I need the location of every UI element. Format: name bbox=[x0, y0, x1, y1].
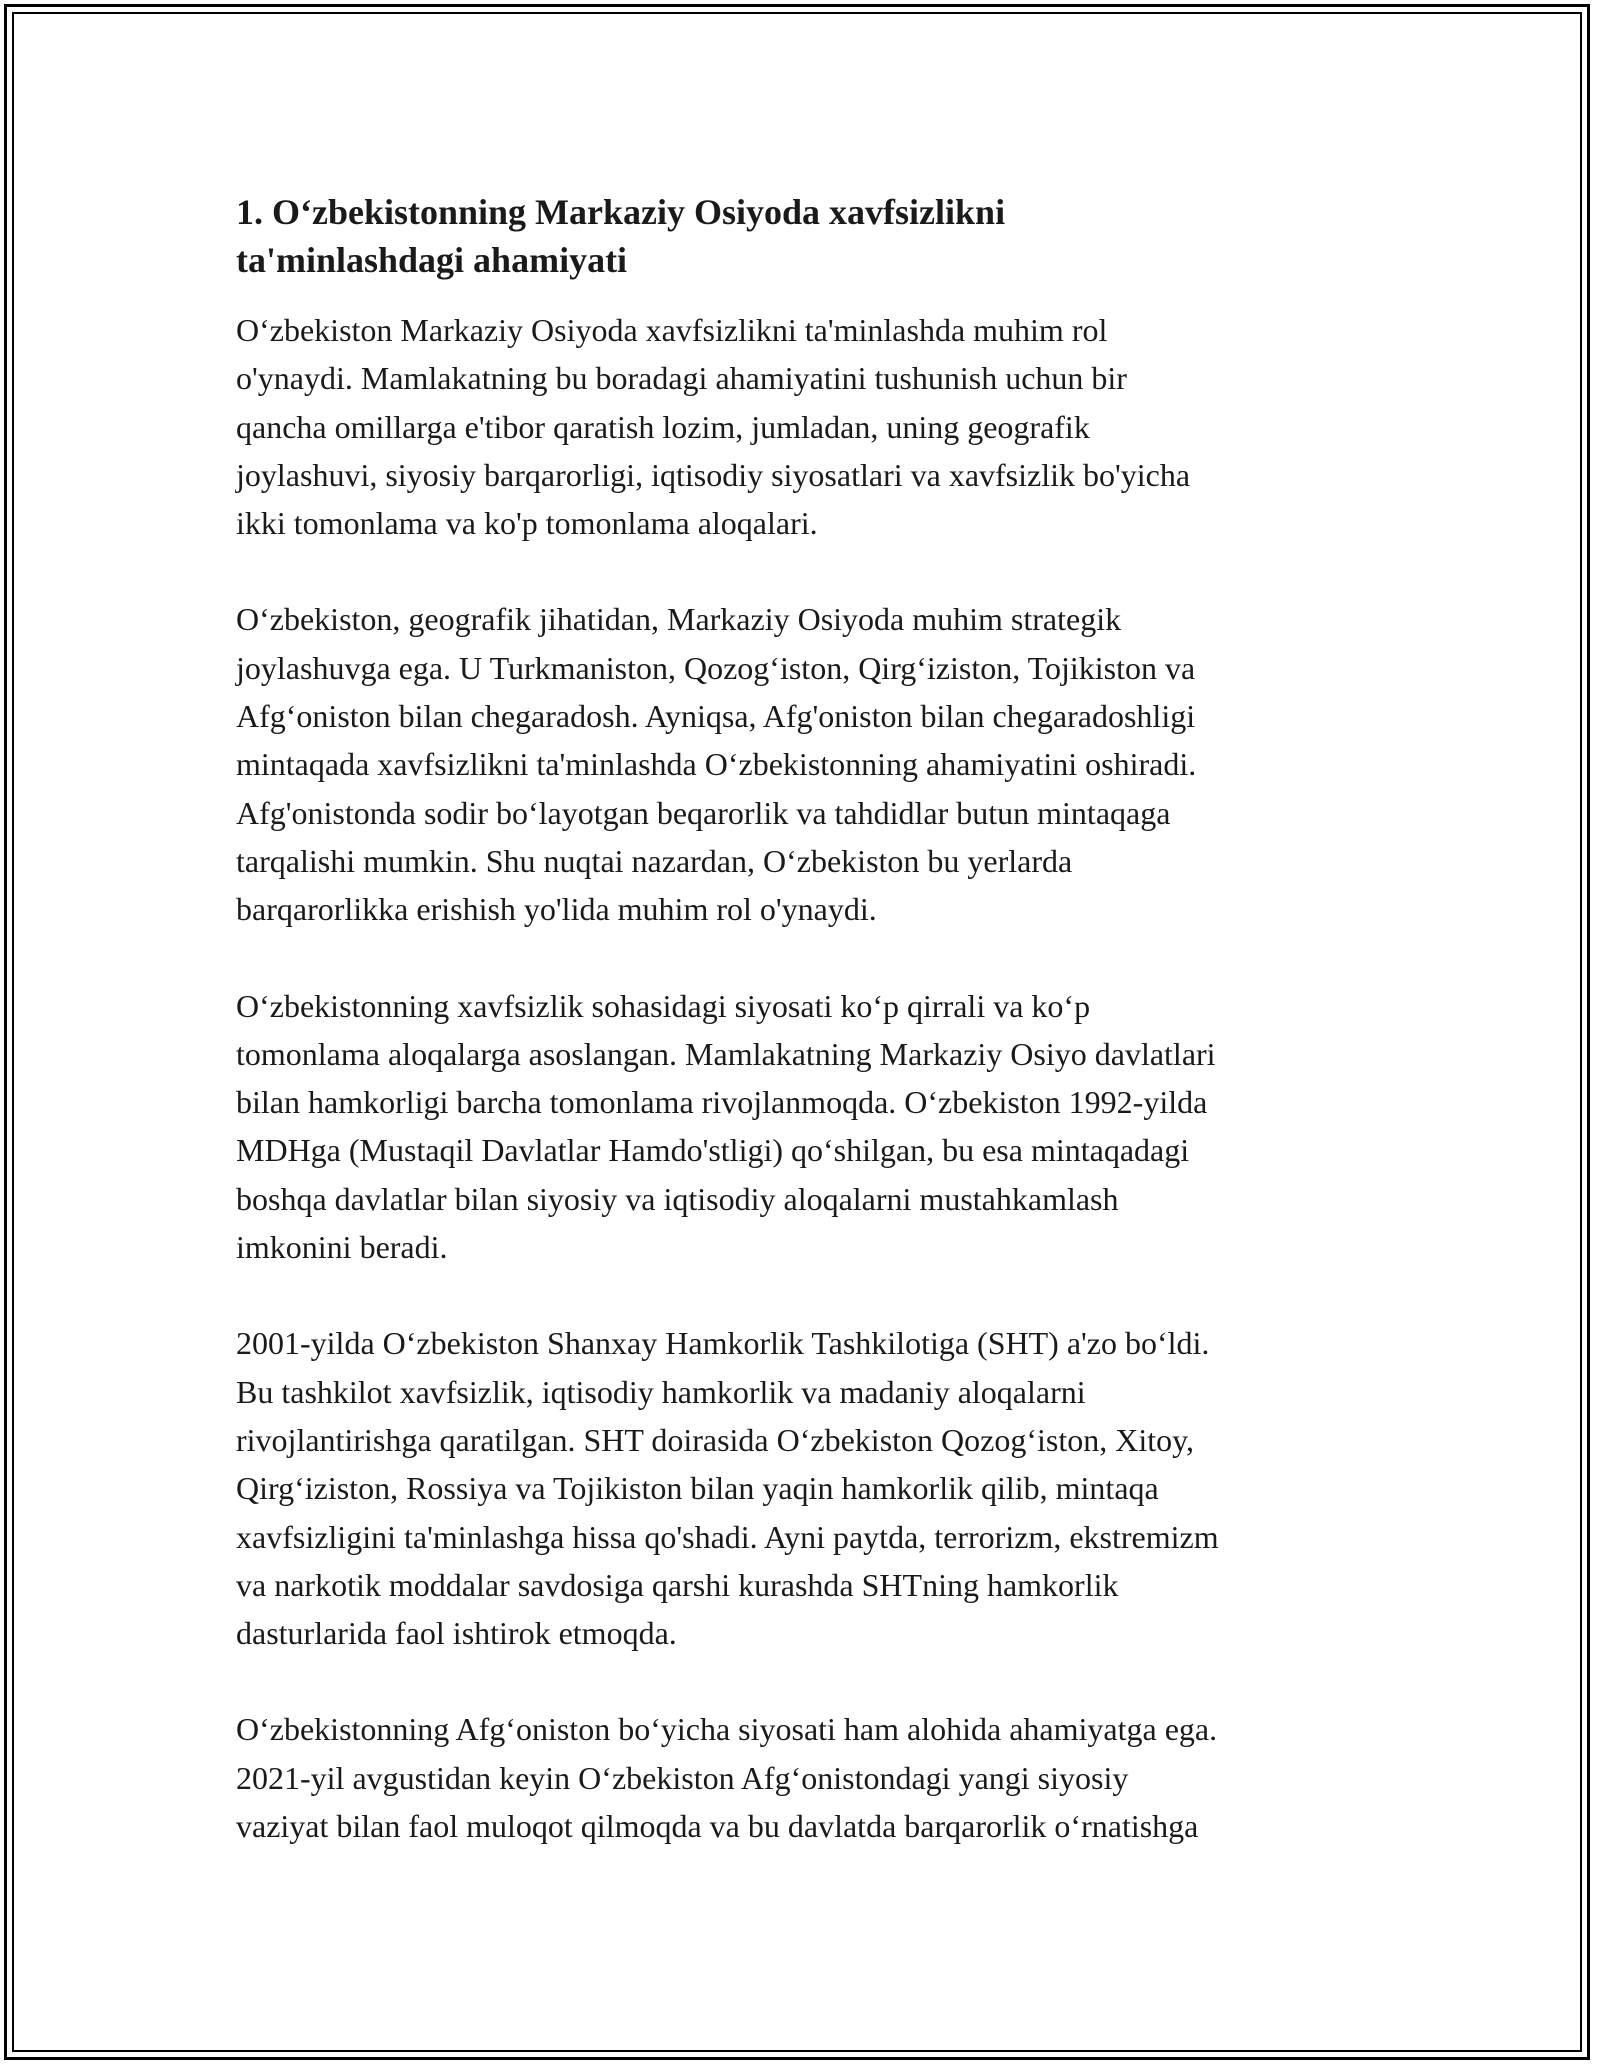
text-line: ikki tomonlama va ko'p tomonlama aloqalari. bbox=[236, 505, 818, 542]
text-line: O‘zbekiston, geografik jihatidan, Markaziy Osiyoda muhim strategik bbox=[236, 601, 1122, 638]
text-line: dasturlarida faol ishtirok etmoqda. bbox=[236, 1615, 677, 1652]
text-line: qancha omillarga e'tibor qaratish lozim, jumladan, uning geografik bbox=[236, 408, 1090, 445]
text-line: mintaqada xavfsizlikni ta'minlashda O‘zbekistonning ahamiyatini oshiradi. bbox=[236, 746, 1197, 783]
section-heading bbox=[236, 188, 1216, 284]
text-line: boshqa davlatlar bilan siyosiy va iqtisodiy aloqalarni mustahkamlash bbox=[236, 1180, 1119, 1217]
text-line: O‘zbekistonning Afg‘oniston bo‘yicha siyosati ham alohida ahamiyatga ega. bbox=[236, 1711, 1218, 1748]
text-line: va narkotik moddalar savdosiga qarshi kurashda SHTning hamkorlik bbox=[236, 1566, 1119, 1603]
text-line: Afg'onistonda sodir bo‘layotgan beqarorlik va tahdidlar butun mintaqaga bbox=[236, 794, 1171, 831]
text-line: O‘zbekistonning xavfsizlik sohasidagi siyosati ko‘p qirrali va ko‘p bbox=[236, 987, 1091, 1024]
paragraph-5 bbox=[236, 1705, 1376, 1850]
document-body bbox=[236, 188, 1376, 1898]
text-line: barqarorlikka erishish yo'lida muhim rol o'ynaydi. bbox=[236, 891, 877, 928]
text-line: joylashuvi, siyosiy barqarorligi, iqtisodiy siyosatlari va xavfsizlik bo'yicha bbox=[236, 456, 1191, 493]
text-line: vaziyat bilan faol muloqot qilmoqda va bu davlatda barqarorlik o‘rnatishga bbox=[236, 1808, 1199, 1845]
paragraph-2 bbox=[236, 595, 1376, 933]
paragraph-4 bbox=[236, 1319, 1376, 1657]
text-line: Afg‘oniston bilan chegaradosh. Ayniqsa, Afg'oniston bilan chegaradoshligi bbox=[236, 698, 1196, 735]
text-line: xavfsizligini ta'minlashga hissa qo'shadi. Ayni paytda, terrorizm, ekstremizm bbox=[236, 1518, 1219, 1555]
text-line: MDHga (Mustaqil Davlatlar Hamdo'stligi) qo‘shilgan, bu esa mintaqadagi bbox=[236, 1132, 1190, 1169]
paragraph-1 bbox=[236, 306, 1376, 547]
heading-line: 1. O‘zbekistonning Markaziy Osiyoda xavfsizlikni bbox=[236, 192, 1006, 232]
heading-line: ta'minlashdagi ahamiyati bbox=[236, 240, 628, 280]
paragraph-3 bbox=[236, 982, 1376, 1272]
text-line: imkonini beradi. bbox=[236, 1229, 448, 1266]
text-line: Qirg‘iziston, Rossiya va Tojikiston bilan yaqin hamkorlik qilib, mintaqa bbox=[236, 1470, 1159, 1507]
text-line: rivojlantirishga qaratilgan. SHT doirasida O‘zbekiston Qozog‘iston, Xitoy, bbox=[236, 1421, 1195, 1458]
text-line: Bu tashkilot xavfsizlik, iqtisodiy hamkorlik va madaniy aloqalarni bbox=[236, 1373, 1086, 1410]
text-line: tomonlama aloqalarga asoslangan. Mamlakatning Markaziy Osiyo davlatlari bbox=[236, 1035, 1216, 1072]
text-line: o'ynaydi. Mamlakatning bu boradagi ahamiyatini tushunish uchun bir bbox=[236, 360, 1127, 397]
text-line: 2021-yil avgustidan keyin O‘zbekiston Afg‘onistondagi yangi siyosiy bbox=[236, 1759, 1129, 1796]
text-line: joylashuvga ega. U Turkmaniston, Qozog‘iston, Qirg‘iziston, Tojikiston va bbox=[236, 649, 1196, 686]
text-line: tarqalishi mumkin. Shu nuqtai nazardan, O‘zbekiston bu yerlarda bbox=[236, 842, 1073, 879]
text-line: bilan hamkorligi barcha tomonlama rivojlanmoqda. O‘zbekiston 1992-yilda bbox=[236, 1084, 1208, 1121]
text-line: 2001-yilda O‘zbekiston Shanxay Hamkorlik Tashkilotiga (SHT) a'zo bo‘ldi. bbox=[236, 1325, 1210, 1362]
text-line: O‘zbekiston Markaziy Osiyoda xavfsizlikni ta'minlashda muhim rol bbox=[236, 312, 1108, 348]
